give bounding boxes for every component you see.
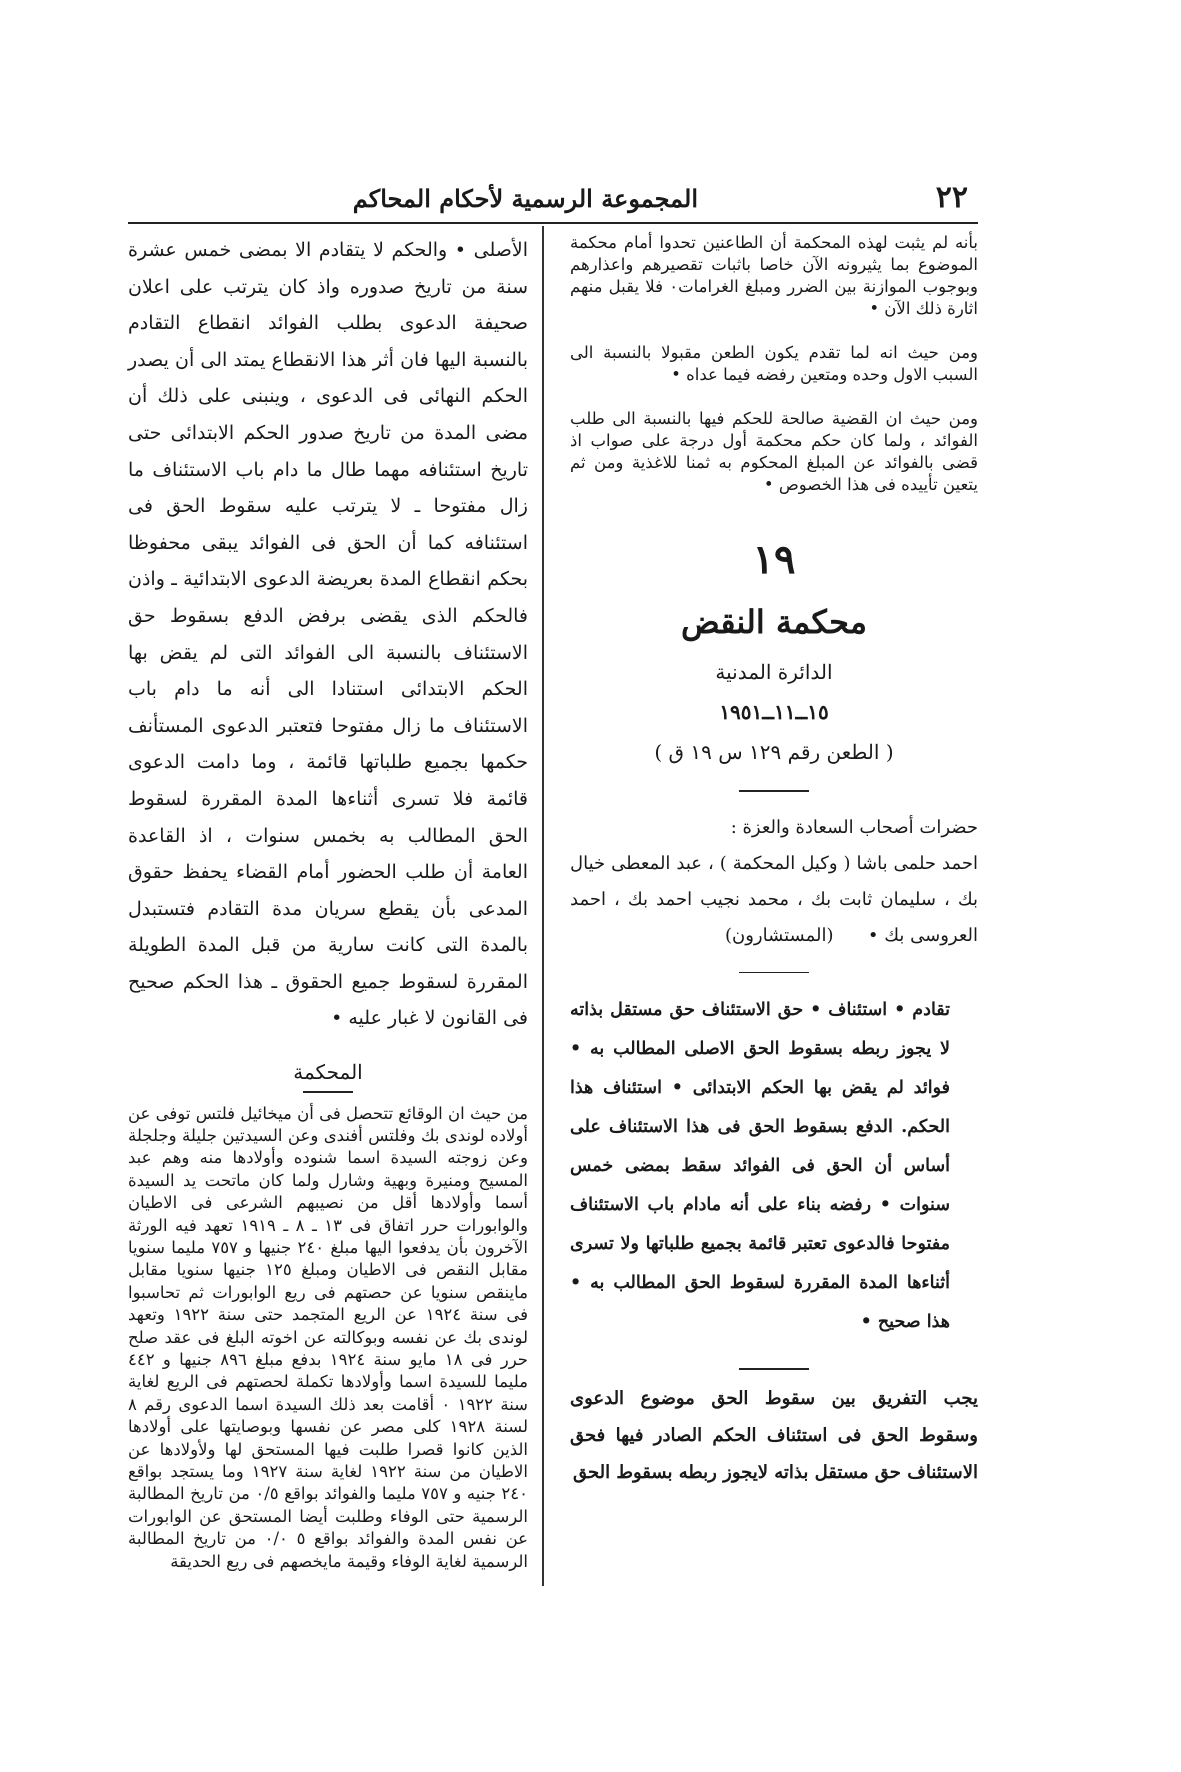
opening-paragraph: ومن حيث انه لما تقدم يكون الطعن مقبولا بالنسبة الى السبب الاول وحده ومتعين رفضه فيما عداه • [570,343,978,384]
continuation-text: الأصلى • والحكم لا يتقادم الا بمضى خمس عشرة سنة من تاريخ صدوره واذ كان يترتب على اعلان صحيفة الدعوى بطلب الفوائد انقطاع التقادم بالنسبة اليها فان أثر هذا الانقطاع يمتد الى أن يصدر الحكم النهائى فى الدعوى ، وينبنى على ذلك أن مضى المدة من تاريخ صدور الحكم الابتدائى حتى تاريخ استئنافه مهما طال ما دام باب الاستئناف ما زال مفتوحا ـ لا يترتب عليه سقوط الحق فى استئنافه كما أن الحق فى الفوائد يبقى محفوظا بحكم انقطاع المدة بعريضة الدعوى الابتدائية ـ واذن فالحكم الذى يقضى برفض الدفع بسقوط حق الاستئناف بالنسبة الى الفوائد التى لم يقض بها الحكم الابتدائى استنادا الى أنه ما دام باب الاستئناف ما زال مفتوحا فتعتبر الدعوى المستأنف حكمها بجميع طلباتها قائمة ، وما دامت الدعوى قائمة فلا تسرى أثناءها المدة المقررة لسقوط الحق المطالب به بخمس سنوات ، اذ القاعدة العامة أن طلب الحضور أمام القضاء يحفظ حقوق المدعى بأن يقطع سريان مدة التقادم فتستبدل بالمدة التى كانت سارية من قبل المدة الطويلة المقررة لسقوط جميع الحقوق ـ هذا الحكم صحيح فى القانون لا غبار عليه • [128,239,528,1030]
page-header [128,180,968,220]
legal-principle: يجب التفريق بين سقوط الحق موضوع الدعوى وسقوط الحق فى استئناف الحكم الصادر فيها فحق الاستئناف حق مستقل بذاته لايجوز ربطه بسقوط الحق [570,1387,978,1483]
right-column [570,232,978,1491]
column-divider [542,226,544,1586]
page-number: ٢٢ [935,180,968,215]
facts-paragraph: من حيث ان الوقائع تتحصل فى أن ميخائيل فلتس توفى عن أولاده لوندى بك وفلتس أفندى وعن السيدتين جليلة وجلجلة وعن زوجته السيدة اسما شنوده وأولادها منه وهم عبد المسيح ومنيرة وبهية وشارل ولما كان ماتحت يد السيدة أسما وأولادها أقل من نصيبهم الشرعى فى الاطيان والوابورات حرر اتفاق فى ١٣ ـ ٨ ـ ١٩١٩ تعهد فيه الورثة الآخرون بأن يدفعوا اليها مبلغ ٢٤٠ جنيها و ٧٥٧ مليما سنويا مقابل النقص فى الاطيان ومبلغ ١٢٥ جنيها سنويا مقابل ماينقص سنويا عن حصتهم فى ريع الوابورات ثم تحاسبوا فى سنة ١٩٢٤ عن الريع المتجمد حتى سنة ١٩٢٢ وتعهد لوندى بك عن نفسه وبوكالته عن اخوته البلغ فى عقد صلح حرر فى ١٨ مايو سنة ١٩٢٤ بدفع مبلغ ٨٩٦ جنيها و ٤٤٢ مليما للسيدة اسما وأولادها تكملة لحصتهم فى الريع لغاية سنة ١٩٢٢ ٠ أقامت بعد ذلك السيدة اسما الدعوى رقم ٨ لسنة ١٩٢٨ كلى مصر عن نفسها وبوصايتها على أولادها الذين كانوا قصرا طلبت فيها المستحق لها ولأولادها عن الاطيان من سنة ١٩٢٢ لغاية سنة ١٩٢٧ وما يستجد بواقع ٢٤٠ جنيه و ٧٥٧ مليما والفوائد بواقع ٠/٥ من تاريخ المطالبة الرسمية حتى الوفاء وطلبت أيضا المستحق عن الوابورات عن نفس المدة والفوائد بواقع ٥ ٠/٠ من تاريخ المطالبة الرسمية لغاية الوفاء وقيمة مايخصهم فى ريع الحديقة [128,1103,529,1571]
panel-names [570,846,978,954]
running-title: المجموعة الرسمية لأحكام المحاكم [352,184,698,213]
appeal-number: ( الطعن رقم ١٢٩ س ١٩ ق ) [654,740,894,764]
section-rule [739,972,809,974]
left-column [128,232,528,1573]
section-rule [739,1368,809,1370]
panel-intro: حضرات أصحاب السعادة والعزة : [730,816,978,838]
header-rule [128,222,978,224]
section-title: المحكمة [293,1060,363,1085]
headnote: تقادم • استئناف • حق الاستئناف حق مستقل بذاته لا يجوز ربطه بسقوط الحق الاصلى المطالب به • فوائد لم يقض بها الحكم الابتدائى • استئناف هذا الحكم. الدفع بسقوط الحق فى هذا الاستئناف على أساس أن الحق فى الفوائد سقط بمضى خمس سنوات • رفضه بناء على أنه مادام باب الاستئناف مفتوحا فالدعوى تعتبر قائمة بجميع طلباتها ولا تسرى أثناءها المدة المقررة لسقوط الحق المطالب به • هذا صحيح • [570,1000,950,1332]
section-rule [739,790,809,792]
section-rule [303,1091,353,1093]
case-number: ١٩ [752,536,796,583]
opening-paragraph: ومن حيث ان القضية صالحة للحكم فيها بالنسبة الى طلب الفوائد ، ولما كان حكم محكمة أول درجة على صواب اذ قضى بالفوائد عن المبلغ المحكوم به ثمنا للاغذية ومن ثم يتعين تأييده فى هذا الخصوص • [570,409,978,494]
case-heading [570,532,978,792]
court-name: محكمة النقض [681,603,867,641]
judge-names: احمد حلمى باشا ( وكيل المحكمة ) ، عبد المعطى خيال بك ، سليمان ثابت بك ، محمد نجيب احمد بك ، احمد العروسى بك • [570,852,978,946]
panel-role: (المستشارون) [724,924,834,946]
division-name: الدائرة المدنية [715,660,833,684]
opening-paragraph: بأنه لم يثبت لهذه المحكمة أن الطاعنين تحدوا أمام محكمة الموضوع بما يثيرونه الآن خاصا باثبات تقصيرهم واعذارهم وبوجوب الموازنة بين الضرر ومبلغ الغرامات٠ فلا يقبل منهم اثارة ذلك الآن • [570,233,978,318]
judgment-date: ١٥ــ١١ــ١٩٥١ [719,700,829,724]
